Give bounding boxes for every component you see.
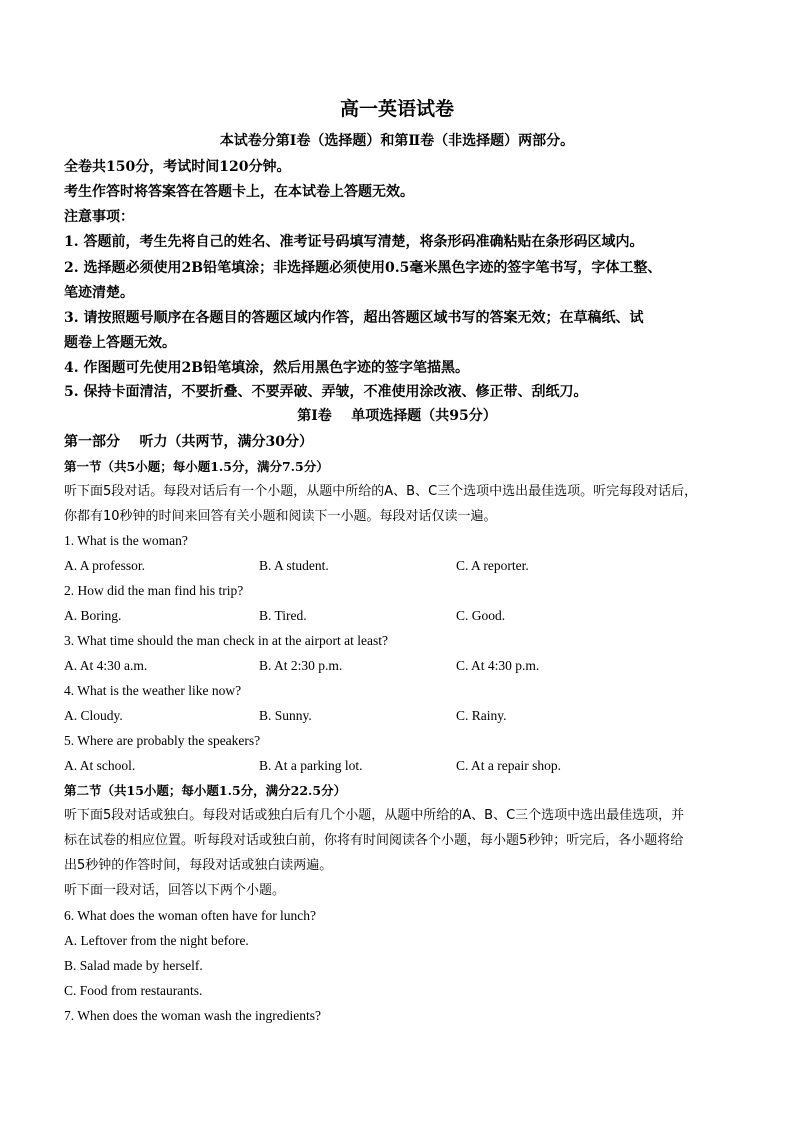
section2-instruction: 出5秒钟的作答时间，每段对话或独白读两遍。 [64, 858, 333, 873]
question-6-option-a: A. Leftover from the night before. [64, 933, 249, 948]
section2-instruction: 标在试卷的相应位置。听每段对话或独白前，你将有时间阅读各个小题，每小题5秒钟；听完后，各小题将给 [64, 833, 684, 848]
exam-title: 高一英语试卷 [339, 98, 454, 120]
section1-instruction: 你都有10秒钟的时间来回答有关小题和阅读下一小题。每段对话仅读一遍。 [64, 509, 497, 524]
question-6: 6. What does the woman often have for lunch? [64, 908, 317, 923]
question-3-option-c: C. At 4:30 p.m. [456, 658, 540, 673]
notice-item: 4. 作图题可先使用2B铅笔填涂，然后用黑色字迹的签字笔描黑。 [64, 360, 470, 376]
notice-item: 3. 请按照题号顺序在各题目的答题区域内作答，超出答题区域书写的答案无效；在草稿纸、试 [64, 310, 644, 326]
question-1-option-a: A. A professor. [64, 558, 145, 573]
question-1-option-c: C. A reporter. [456, 558, 529, 573]
question-4-option-b: B. Sunny. [259, 708, 312, 723]
intro-line: 考生作答时将答案答在答题卡上，在本试卷上答题无效。 [64, 184, 414, 200]
volume-title: 第Ⅰ卷 单项选择题（共95分） [297, 408, 497, 424]
section2-instruction: 听下面一段对话，回答以下两个小题。 [64, 883, 286, 898]
question-6-option-c: C. Food from restaurants. [64, 983, 203, 998]
notice-item: 2. 选择题必须使用2B铅笔填涂；非选择题必须使用0.5毫米黑色字迹的签字笔书写，字体工整、 [64, 260, 662, 276]
question-6-option-b: B. Salad made by herself. [64, 958, 203, 973]
question-5-option-a: A. At school. [64, 758, 136, 773]
question-2-option-a: A. Boring. [64, 608, 122, 623]
question-4-option-c: C. Rainy. [456, 708, 507, 723]
notice-item: 1. 答题前，考生先将自己的姓名、准考证号码填写清楚，将条形码准确粘贴在条形码区域内。 [64, 234, 644, 250]
exam-subtitle: 本试卷分第Ⅰ卷（选择题）和第Ⅱ卷（非选择题）两部分。 [219, 133, 575, 149]
section1-title: 第一节（共5小题；每小题1.5分，满分7.5分） [64, 459, 329, 474]
question-2: 2. How did the man find his trip? [64, 583, 244, 598]
intro-line: 全卷共150分，考试时间120分钟。 [64, 159, 291, 175]
notice-item: 笔迹清楚。 [64, 285, 134, 301]
notice-heading: 注意事项： [64, 209, 134, 225]
notice-item: 5. 保持卡面清洁，不要折叠、不要弄破、弄皱，不准使用涂改液、修正带、刮纸刀。 [64, 384, 588, 400]
question-7: 7. When does the woman wash the ingredients? [64, 1008, 321, 1023]
question-3-option-b: B. At 2:30 p.m. [259, 658, 343, 673]
question-3-option-a: A. At 4:30 a.m. [64, 658, 148, 673]
question-1: 1. What is the woman? [64, 533, 188, 548]
question-4: 4. What is the weather like now? [64, 683, 242, 698]
question-5-option-b: B. At a parking lot. [259, 758, 363, 773]
question-4-option-a: A. Cloudy. [64, 708, 123, 723]
part1-title: 第一部分 听力（共两节，满分30分） [64, 434, 313, 450]
question-5: 5. Where are probably the speakers? [64, 733, 261, 748]
notice-item: 题卷上答题无效。 [64, 335, 176, 351]
question-2-option-c: C. Good. [456, 608, 506, 623]
section2-instruction: 听下面5段对话或独白。每段对话或独白后有几个小题，从题中所给的A、B、C三个选项中选出最佳选项，并 [64, 808, 685, 823]
question-2-option-b: B. Tired. [259, 608, 307, 623]
question-5-option-c: C. At a repair shop. [456, 758, 561, 773]
question-3: 3. What time should the man check in at the airport at least? [64, 633, 389, 648]
question-1-option-b: B. A student. [259, 558, 329, 573]
section1-instruction: 听下面5段对话。每段对话后有一个小题，从题中所给的A、B、C三个选项中选出最佳选项。听完每段对话后， [64, 484, 698, 499]
section2-title: 第二节（共15小题；每小题1.5分，满分22.5分） [64, 783, 347, 798]
